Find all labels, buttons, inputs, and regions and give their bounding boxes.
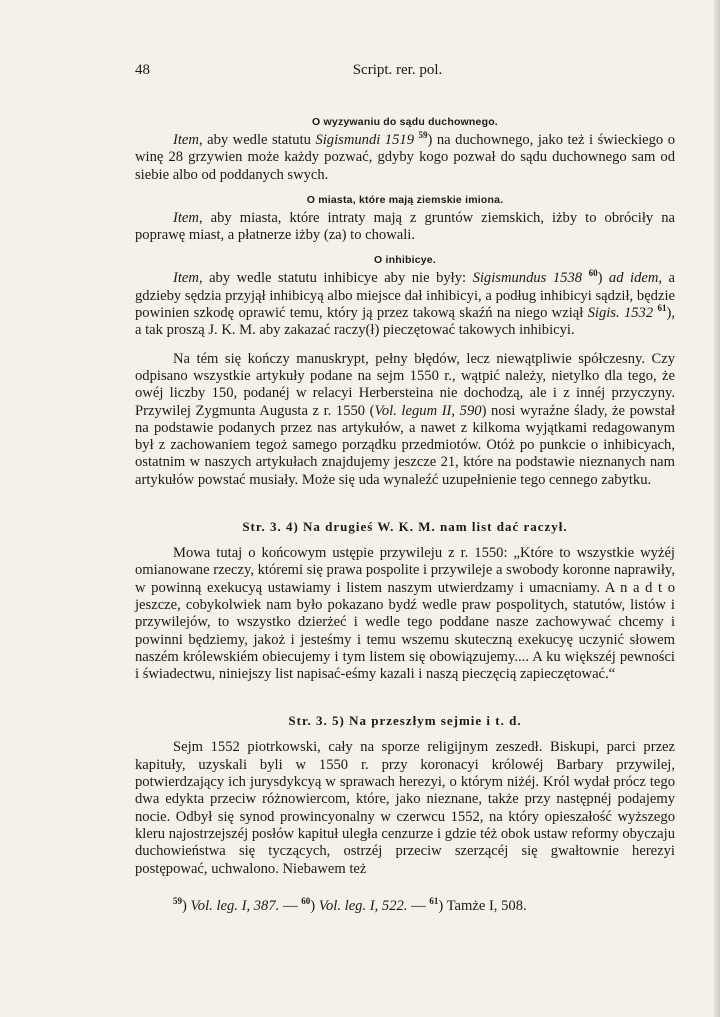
section-heading-inhibicye: O inhibicye.	[374, 254, 436, 267]
footnote-marker: 59	[418, 130, 428, 141]
document-page	[135, 62, 675, 915]
paragraph-wyzywanie	[135, 132, 675, 184]
note-heading-str3-5: Str. 3. 5) Na przeszłym sejmie i t. d.	[288, 713, 522, 729]
item-label: Item	[173, 270, 199, 287]
volume-ref: Vol. legum II, 590	[374, 402, 482, 419]
paragraph-miasta	[135, 210, 675, 245]
footnote-text: Vol. leg. I, 387.	[190, 897, 280, 914]
footnote-number: 60	[301, 895, 311, 906]
item-label: Item	[173, 209, 199, 226]
section-heading-miasta: O miasta, które mają ziemskie imiona.	[306, 193, 504, 206]
statute-ref: Sigismundi 1519	[315, 132, 414, 148]
footnote-number: 61	[429, 895, 439, 906]
ad-idem: ad idem	[608, 270, 659, 287]
text-span: , aby wedle statutu	[198, 132, 316, 148]
page-number: 48	[135, 62, 150, 78]
separator: —	[407, 897, 430, 914]
text-span: Na tém się kończy manuskrypt, pełny błędów, lecz niewątpliwie spółczesny. Czy odpisano wszystkie artykuły podane na sejm 1550 r., wątpić należy, nietylko dla tego, że owéj liczby 150, podanéj w relacyi Herbersteina nie dochodzą, ale i z innéj przyczyny. Przywilej Zygmunta Augusta z r. 1550 (	[135, 350, 675, 419]
statute-ref: Sigis. 1532	[587, 305, 654, 322]
text-span: ), a tak proszą J. K. M. aby zakazać raczy(ł) pieczętować takowych inhibicyi.	[135, 305, 675, 339]
footnote-number: 59	[173, 895, 182, 906]
text-span: , aby miasta, które intraty mają z gruntów ziemskich, iżby to obróciły na poprawę miast, a płatnerze iżby (za) to chowali.	[135, 209, 675, 244]
running-title: Script. rer. pol.	[352, 62, 443, 78]
paragraph-inhibicye	[135, 270, 675, 339]
text-span: , a gdzieby sędzia przyjął inhibicyą albo miejsce dał inhibicyi, a podług inhibicyi sądził, będzie powinien szkodę oprawić temu, który ją przez takową skaźń na niego wziął	[135, 270, 676, 322]
text-span: , aby wedle statutu inhibicye aby nie były:	[198, 270, 473, 287]
footnote-marker: 60	[588, 268, 598, 279]
text-span: ) nosi wyraźne ślady, że powstał na podstawie podanych przez nas artykułów, a nawet z kilkoma wyjątkami redagowanym był z zachowaniem tegoż samego porządku przedmiotów. Otóż po punkcie o inhibicyach, ostatnim w naszych artykułach znajdujemy jeszcze 21, które na podstawie nieznanych nam artykułów powstać musiały. Może się uda wynaleźć uzupełnienie tego cennego zabytku.	[135, 402, 676, 488]
statute-ref: Sigismundus 1538	[472, 270, 583, 287]
footnote-text: Vol. leg. I, 522.	[318, 897, 408, 914]
separator: —	[279, 897, 302, 914]
paragraph-str3-5: Sejm 1552 piotrkowski, cały na sporze religijnym zeszedł. Biskupi, parci przez kapituły, uzyskali byli w 1550 r. przy koronacyi królowéj Barbary przywilej, potwierdzający ich jurysdykcyą w sprawach herezyi, o którym niżéj. Król wydał prócz tego dwa edykta przeciw różnowiercom, które, jako nieznane, także przy następnéj podajemy nocie. Odbył się synod prowincyonalny w czerwcu 1552, na który opieszałość wyższego kleru najostrzejszéj posłów kapituł uległa cenzurze i gdzie téż obok ustaw reformy obyczaju duchowieństwa się tyczących, ostrzéj przeciw szerzącéj się gwałtownie herezyi postępować, uchwalono. Niebawem też	[135, 739, 675, 877]
page-header	[135, 62, 675, 79]
footnotes: $^{59}$) Vol. leg. I, 387. — $^{60}$) Vol. leg. I, 522. — $^{61}$) Tamże I, 508.	[173, 895, 527, 914]
text-span: ) na duchownego, jako też i świeckiego o winę 28 grzywien może każdy pozwać, gdyby kogo pozwał do sądu duchownego sam od siebie albo od poddanych swych.	[135, 132, 676, 183]
paragraph-manuscript-commentary	[135, 351, 675, 489]
note-heading-str3-4: Str. 3. 4) Na drugieś W. K. M. nam list dać raczył.	[242, 519, 568, 535]
footnote-marker: 61	[657, 303, 667, 314]
section-heading-wyzywanie: O wyzywaniu do sądu duchownego.	[312, 116, 498, 128]
item-label: Item	[173, 132, 199, 148]
paragraph-str3-4: Mowa tutaj o końcowym ustępie przywileju z r. 1550: „Które to wszystkie wyżéj omianowane rzeczy, któremi się prawa pospolite i przywileje a swobody koronne naprawiły, w powinną exekucyą ustawiamy i listem naszym utwierdzamy i umacniamy. A n a d t o jeszcze, cobykolwiek nam było pokazano bydź wedle praw pospolitych, statutów, listów i przywilejów, to wszystko dzierżeć i wedle tego poddane nasze zachowywać chcemy i powinni będziemy, jakoż i jesteśmy i temu wszemu skuteczną exekucyę uczynić słowem naszém królewskiém obiecujemy i tym listem się obowiązujemy.... A ku większéj pewności i świadectwu, niniejszy list napisać-eśmy kazali i naszą pieczęcią zapieczętować.“	[135, 545, 675, 683]
page-edge-shadow	[714, 0, 720, 1017]
text-span: )	[597, 270, 609, 287]
footnote-text: Tamże I, 508.	[446, 897, 527, 914]
